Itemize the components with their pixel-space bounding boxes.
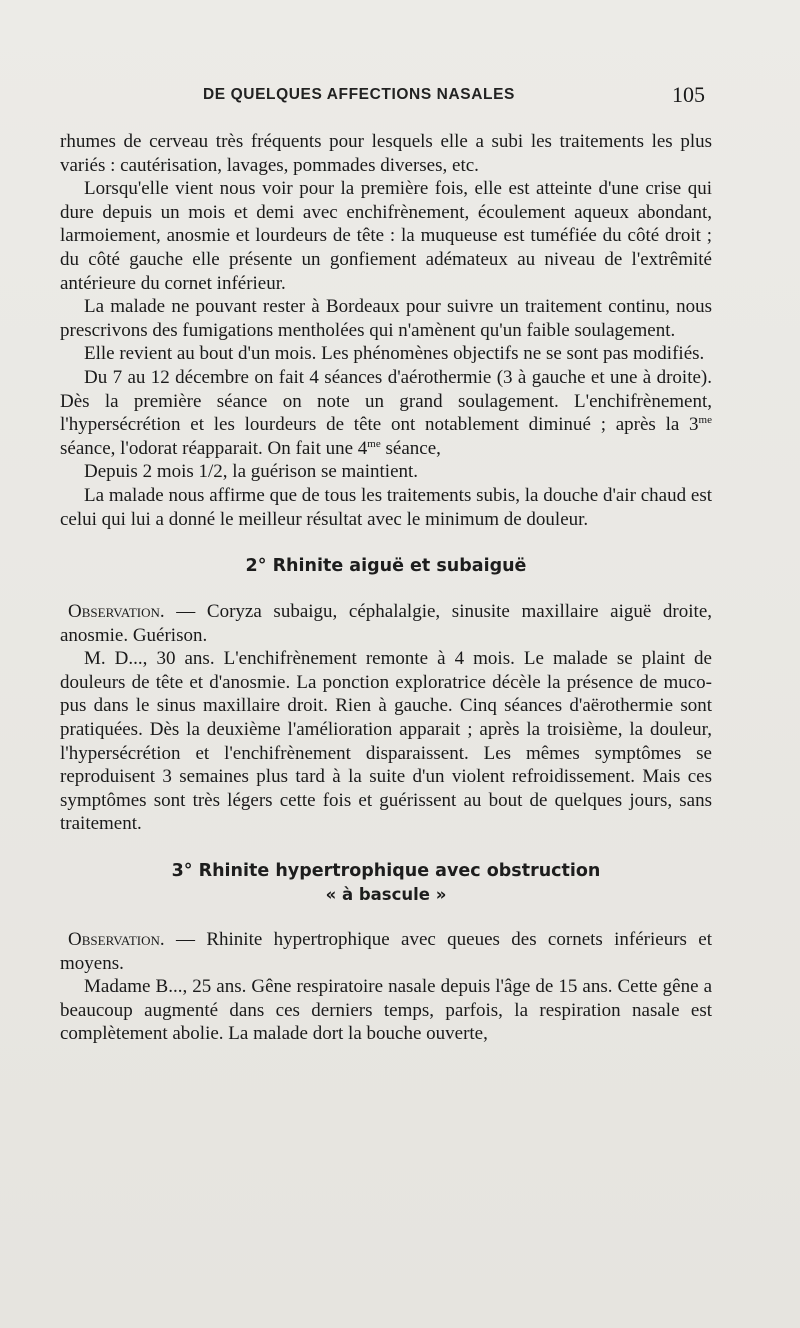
observation-summary: [60, 928, 712, 975]
ordinal-superscript: me: [698, 414, 712, 427]
observation-label: Observation.: [68, 929, 165, 951]
sessions-text-end: séance,: [380, 437, 441, 459]
case-description: M. D..., 30 ans. L'enchifrènement remonte à 4 mois. Le malade se plaint de douleurs de tête et d'anosmie. La ponction exploratrice décèle la présence de muco-pus dans le sinus maxillaire droit. Rien à gauche. Cinq séances d'aërothermie sont pratiquées. Dès la deuxième l'amélioration apparait ; après la troisième, la douleur, l'hypersécrétion et l'enchifrènement disparaissent. Les mêmes symptômes se reproduisent 3 semaines plus tard à la suite d'un violent refroidissement. Mais ces symptômes sont très légers cette fois et guérissent au bout de quelques jours, sans traitement.: [60, 648, 712, 835]
page-number: 105: [672, 82, 705, 107]
section-subheading: « à bascule »: [325, 885, 447, 905]
paragraph-sessions: [60, 366, 712, 460]
ordinal-superscript: me: [367, 437, 381, 450]
observation-text: — Rhinite hypertrophique avec queues des cornets inférieurs et moyens.: [60, 929, 712, 974]
case-description: Madame B..., 25 ans. Gêne respiratoire nasale depuis l'âge de 15 ans. Cette gêne a beaucoup augmenté dans ces derniers temps, parfois, la respiration nasale est complètement abolie. La malade dort la bouche ouverte,: [60, 976, 712, 1045]
running-head: DE QUELQUES AFFECTIONS NASALES: [203, 86, 515, 103]
paragraph-healing: Depuis 2 mois 1/2, la guérison se maintient.: [84, 461, 419, 483]
observation-label: Observation.: [68, 601, 165, 623]
paragraph-continuation: rhumes de cerveau très fréquents pour lesquels elle a subi les traitements les plus variés : cautérisation, lavages, pommades diverses, etc.: [60, 131, 712, 176]
page-header: [0, 82, 800, 112]
paragraph-first-visit: Lorsqu'elle vient nous voir pour la première fois, elle est atteinte d'une crise qui dure depuis un mois et demi avec enchifrènement, écoulement aqueux abondant, larmoiement, anosmie et lourdeurs de tête : la muqueuse est tuméfiée du côté droit ; du côté gauche elle présente un gonfiement adémateux au niveau de l'extrêmité antérieure du cornet inférieur.: [60, 178, 712, 294]
paragraph-patient-opinion: La malade nous affirme que de tous les traitements subis, la douche d'air chaud est celui qui lui a donné le meilleur résultat avec le minimum de douleur.: [60, 484, 712, 530]
observation-text: — Coryza subaigu, céphalalgie, sinusite maxillaire aiguë droite, anosmie. Guérison.: [60, 601, 712, 646]
sessions-text-start: Du 7 au 12 décembre on fait 4 séances d'aérothermie (3 à gauche et une à droite). Dès la première séance on note un grand soulagement. L'enchifrènement, l'hypersécrétion et les lourdeurs de tête ont notablement diminué ; après la 3: [60, 366, 712, 436]
paragraph-fumigations: La malade ne pouvant rester à Bordeaux pour suivre un traitement continu, nous prescrivons des fumigations mentholées qui n'amènent qu'un faible soulagement.: [60, 296, 712, 341]
sessions-text-mid: séance, l'odorat réapparait. On fait une 4: [60, 437, 368, 459]
page-body: [60, 130, 712, 1046]
observation-summary: [60, 600, 712, 647]
paragraph-return: Elle revient au bout d'un mois. Les phénomènes objectifs ne se sont pas modifiés.: [84, 343, 705, 365]
section-heading-hypertrophic-rhinitis: 3° Rhinite hypertrophique avec obstruction: [171, 861, 601, 882]
section-heading-acute-rhinitis: 2° Rhinite aiguë et subaiguë: [245, 556, 527, 577]
